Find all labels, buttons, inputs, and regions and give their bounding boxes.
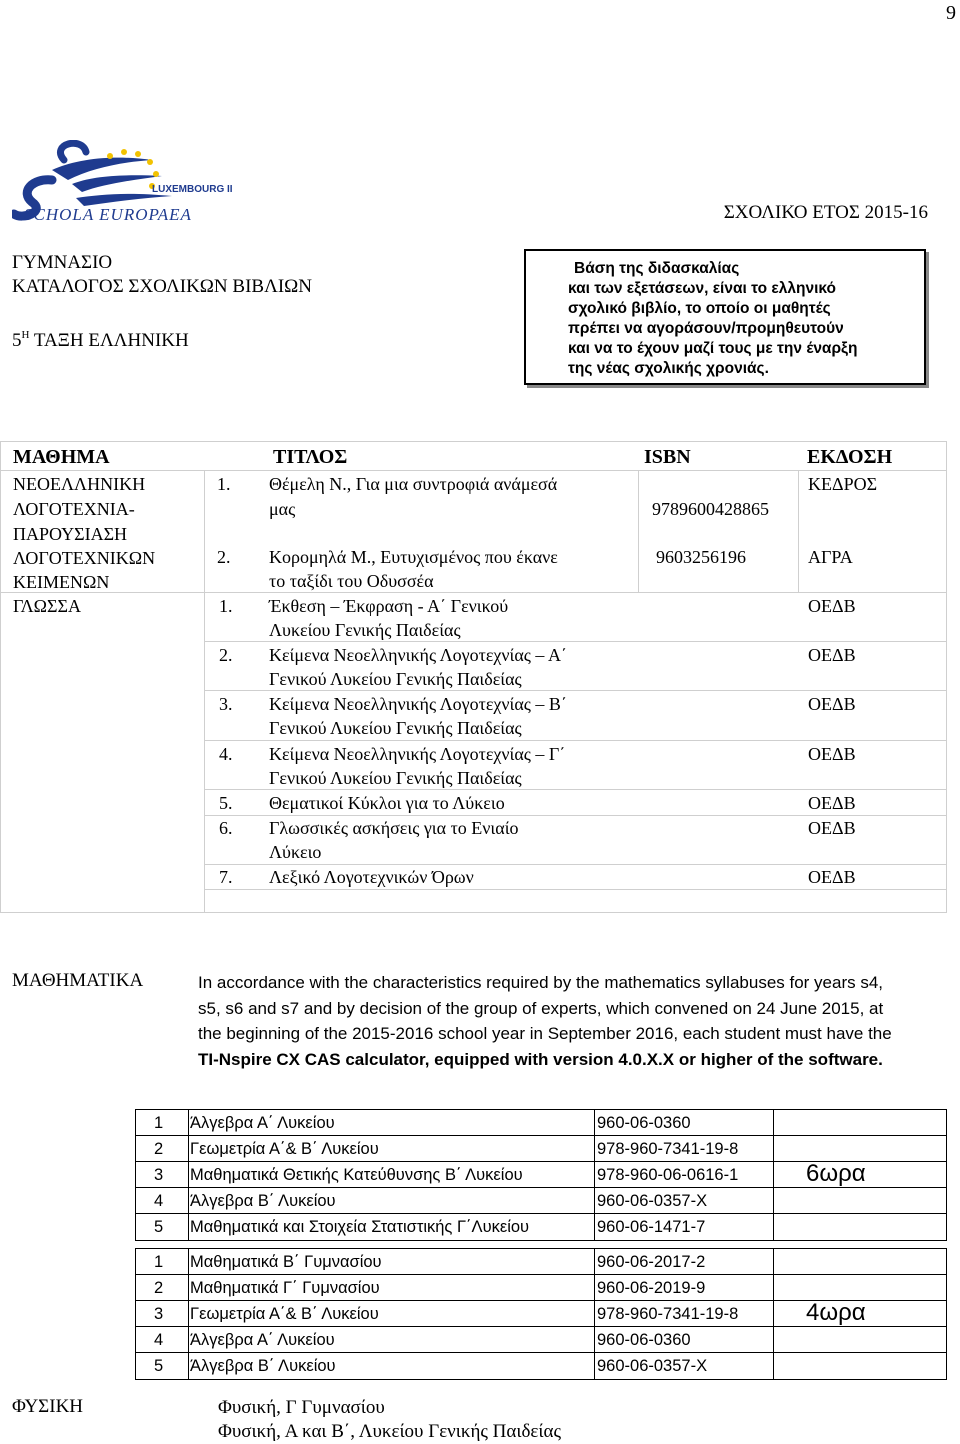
book-title: Άλγεβρα Α΄ Λυκείου [190,1331,335,1349]
physics-books [218,1396,561,1444]
book-title: Θεματικοί Κύκλοι για το Λύκειο [269,793,505,813]
book-isbn: 960-06-2017-2 [597,1253,706,1271]
notice-line: της νέας σχολικής χρονιάς. [568,360,769,377]
notice-box [524,249,926,385]
book-isbn: 9789600428865 [652,499,769,519]
physics-book: Φυσική, Α και Β΄, Λυκείου Γενικής Παιδείας [218,1421,561,1442]
book-title: Κείμενα Νεοελληνικής Λογοτεχνίας – Γ΄ [269,744,566,764]
subject-line: ΛΟΓΟΤΕΧΝΙΑ- [13,499,135,519]
book-title: Άλγεβρα Α΄ Λυκείου [190,1114,335,1132]
book-title: Κορομηλά Μ., Ευτυχισμένος που έκανε [269,547,558,567]
book-title: Άλγεβρα Β΄ Λυκείου [190,1357,336,1375]
logo-line2: SCHOLA EUROPAEA [24,205,192,224]
hours-label: 4ωρα [806,1299,866,1326]
row-number: 1. [217,474,231,494]
math-label: ΜΑΘΗΜΑΤΙΚΑ [12,970,144,991]
book-title: Γεωμετρία Α΄& Β΄ Λυκείου [190,1305,379,1323]
row-number: 5 [154,1357,164,1375]
book-publisher: ΟΕΔΒ [808,867,856,887]
row-number: 2. [219,645,233,665]
book-publisher: ΑΓΡΑ [808,547,853,567]
row-number: 1 [154,1253,164,1271]
book-title: Γενικού Λυκείου Γενικής Παιδείας [269,718,522,738]
row-number: 1 [154,1114,164,1132]
book-title: Μαθηματικά Θετικής Κατεύθυνσης Β΄ Λυκείου [190,1166,523,1184]
row-number: 3 [154,1166,164,1184]
notice-line: Βάση της διδασκαλίας [574,260,740,277]
book-title: Λυκείου Γενικής Παιδείας [269,620,461,640]
book-publisher: ΟΕΔΒ [808,694,856,714]
book-title: Έκθεση – Έκφραση - Α΄ Γενικού [269,596,509,616]
math-note-text: In accordance with the characteristics required by the mathematics syllabuses for years s4, s5, s6 and s7 and by decision of the group of experts, which convened on 24 June 2015, at the beginning of the 2015-2016 school year in September 2016, each student must have the [198,973,892,1043]
row-number: 3 [154,1305,164,1323]
col-header-isbn: ISBN [644,446,691,468]
row-number: 2 [154,1279,164,1297]
grade-number: 5 [12,330,22,351]
col-header-publisher: ΕΚΔΟΣΗ [807,446,893,468]
row-number: 1. [219,596,233,616]
subject-line: ΠΑΡΟΥΣΙΑΣΗ [13,524,128,544]
page-number: 9 [946,2,956,24]
catalog-title: ΚΑΤΑΛΟΓΟΣ ΣΧΟΛΙΚΩΝ ΒΙΒΛΙΩΝ [12,276,313,297]
notice-line: πρέπει να αγοράσουν/προμηθευτούν [568,320,844,337]
row-number: 5 [154,1218,164,1236]
logo-graphic [12,140,252,226]
book-isbn: 9603256196 [656,547,746,567]
book-isbn: 960-06-1471-7 [597,1218,706,1236]
book-title: Θέμελη Ν., Για μια συντροφιά ανάμεσά [269,474,558,494]
left-header [12,251,312,353]
subject-line: ΝΕΟΕΛΛΗΝΙΚΗ [13,474,146,494]
book-isbn: 960-06-0360 [597,1114,691,1132]
math-note-bold: TI-Nspire CX CAS calculator, equipped with version 4.0.X.X or higher of the software. [198,1049,883,1069]
book-title: Άλγεβρα Β΄ Λυκείου [190,1192,336,1210]
book-isbn: 960-06-0357-X [597,1192,708,1210]
grade-line [12,323,312,353]
book-title: Κείμενα Νεοελληνικής Λογοτεχνίας – Β΄ [269,694,567,714]
book-publisher: ΚΕΔΡΟΣ [808,474,878,494]
book-title: Λεξικό Λογοτεχνικών Όρων [269,867,474,887]
book-title: Γενικού Λυκείου Γενικής Παιδείας [269,768,522,788]
book-isbn: 978-960-7341-19-8 [597,1305,739,1323]
row-number: 3. [219,694,233,714]
row-number: 4 [154,1331,164,1349]
subject-line: ΛΟΓΟΤΕΧΝΙΚΩΝ [13,548,156,568]
math-table-6h [135,1109,947,1241]
book-publisher: ΟΕΔΒ [808,818,856,838]
row-number: 2 [154,1140,164,1158]
row-number: 2. [217,547,231,567]
notice-line: σχολικό βιβλίο, το οποίο οι μαθητές [568,300,831,317]
book-isbn: 978-960-7341-19-8 [597,1140,739,1158]
book-publisher: ΟΕΔΒ [808,645,856,665]
book-publisher: ΟΕΔΒ [808,596,856,616]
book-isbn: 960-06-0357-X [597,1357,708,1375]
book-title: Κείμενα Νεοελληνικής Λογοτεχνίας – Α΄ [269,645,567,665]
schola-europaea-logo [12,140,252,231]
book-title: Γεωμετρία Α΄& Β΄ Λυκείου [190,1140,379,1158]
col-header-subject: ΜΑΘΗΜΑ [13,446,110,468]
subject-line: ΚΕΙΜΕΝΩΝ [13,572,110,592]
subject-line: ΓΛΩΣΣΑ [13,596,82,616]
grade-superscript: Η [21,329,30,341]
notice-line: και των εξετάσεων, είναι το ελληνικό [568,280,836,297]
book-title: Μαθηματικά και Στοιχεία Στατιστικής Γ΄Λυκείου [190,1218,530,1236]
row-number: 7. [219,867,233,887]
book-isbn: 960-06-2019-9 [597,1279,706,1297]
row-number: 5. [219,793,233,813]
book-title: Γενικού Λυκείου Γενικής Παιδείας [269,669,522,689]
col-header-title: ΤΙΤΛΟΣ [273,446,348,468]
book-isbn: 978-960-06-0616-1 [597,1166,739,1184]
math-calculator-note [198,970,898,1072]
math-table-4h [135,1248,947,1380]
physics-label: ΦΥΣΙΚΗ [12,1396,84,1417]
book-title: Μαθηματικά Γ΄ Γυμνασίου [190,1279,380,1297]
row-number: 6. [219,818,233,838]
book-table [0,441,947,913]
grade-text: ΤΑΞΗ ΕΛΛΗΝΙΚΗ [33,330,189,351]
book-title: Γλωσσικές ασκήσεις για το Ενιαίο [269,818,519,838]
book-title: Λύκειο [269,842,322,862]
physics-book: Φυσική, Γ Γυμνασίου [218,1397,385,1418]
school-year: ΣΧΟΛΙΚΟ ΕΤΟΣ 2015-16 [723,202,928,223]
book-title: Μαθηματικά Β΄ Γυμνασίου [190,1253,382,1271]
notice-line: και να το έχουν μαζί τους με την έναρξη [568,340,858,357]
row-number: 4 [154,1192,164,1210]
logo-line1: LUXEMBOURG II [152,184,233,195]
row-number: 4. [219,744,233,764]
book-publisher: ΟΕΔΒ [808,793,856,813]
book-isbn: 960-06-0360 [597,1331,691,1349]
hours-label: 6ωρα [806,1160,866,1187]
book-publisher: ΟΕΔΒ [808,744,856,764]
book-title: μας [269,499,296,519]
school-name: ΓΥΜΝΑΣΙΟ [12,252,113,273]
book-title: το ταξίδι του Οδυσσέα [269,571,434,591]
